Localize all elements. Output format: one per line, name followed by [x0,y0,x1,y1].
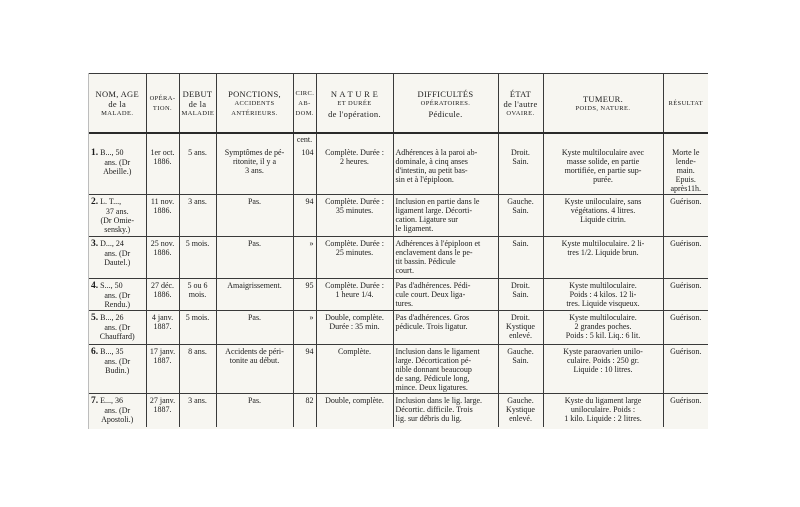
cell-etat-line: Droit. [511,313,530,322]
cell-circ-line: » [309,239,314,248]
cell-difficultes-line: lig. sur débris du lig. [395,414,462,423]
cell-tumeur [543,237,663,279]
cell-patient-line: Rendu.) [104,300,131,309]
cell-ponctions [216,146,293,195]
cell-tumeur-line: Kyste multiloculaire. [569,281,637,290]
header-ponctions: PONCTIONS, ACCIDENTS ANTÉRIEURS. [216,74,293,134]
cell-ponctions-line: ritonite, il y a [232,157,277,166]
cell-debut-line: 5 ou 6 mois. [187,281,208,299]
cell-difficultes [393,394,498,428]
patient-first-line [91,347,144,357]
cell-tumeur [543,146,663,195]
cell-debut-line: 5 ans. [188,148,207,157]
cell-difficultes [393,311,498,345]
cell-etat-line: Gauche. [507,347,534,356]
header-nature: N A T U R E ET DURÉE de l'opération. [316,74,393,134]
cell-tumeur-line: mortifiée, en partie sup- [564,166,642,175]
cell-debut-line: 3 ans. [188,396,207,405]
cell-patient-line: 37 ans. [105,207,129,216]
cell-operation-date [146,311,179,345]
cell-operation-date [146,394,179,428]
cell-difficultes-line: Inclusion dans le ligament [395,347,480,356]
cell-difficultes-line: Adhérences à l'épiploon et [395,239,481,248]
cell-tumeur [543,345,663,394]
cell-difficultes-line: ligament large. Décorti- [395,206,472,215]
cell-patient-line: (Dr Omie- [100,216,135,225]
case-number: 4. [91,281,99,291]
cell-debut [179,279,216,311]
unit-row [89,133,708,146]
cell-resultat [663,311,708,345]
cell-ponctions [216,237,293,279]
patient-name: B..., 50 [98,148,124,157]
cell-nature [316,195,393,237]
patient-name: S..., 50 [98,281,123,290]
cell-operation-date-line: 1887. [153,405,172,414]
cell-ponctions-line: tonite au début. [229,356,280,365]
cell-etat-line: enlevé. [509,414,532,423]
cell-tumeur [543,394,663,428]
cell-circ-line: » [309,313,314,322]
header-operation: OPÉRA- TION. [146,74,179,134]
cell-tumeur-line: Kyste multiloculaire. 2 li- [561,239,645,248]
cell-tumeur-line: Liquide : 10 litres. [573,365,633,374]
cell-tumeur-line: masse solide, en partie [566,157,640,166]
cell-resultat-line: Guérison. [670,239,702,248]
cell-circ [293,279,316,311]
cell-resultat-line: après11h. [670,184,702,193]
cell-difficultes-line: enclavement dans le pe- [395,248,473,257]
cell-debut [179,345,216,394]
header-resultat: RÉSULTAT [663,74,708,134]
cell-operation-date-line: 27 déc. [150,281,175,290]
cell-nature [316,146,393,195]
table-row [89,195,708,237]
cell-ponctions-line: Pas. [247,313,262,322]
cell-tumeur-line: culaire. Poids : 250 gr. [567,356,639,365]
cell-patient-line: ans. (Dr [104,291,131,300]
cell-difficultes-line: Adhérences à la paroi ab- [395,148,478,157]
cell-operation-date-line: 4 janv. [151,313,174,322]
cell-circ [293,394,316,428]
cell-circ-line: 94 [305,197,314,206]
cell-etat-line: Sain. [512,206,529,215]
cell-ponctions [216,279,293,311]
cell-difficultes [393,146,498,195]
cell-operation-date-line: 1er oct. [150,148,175,157]
cell-nature-line: Double, complète. [325,313,384,322]
cell-etat-line: Sain. [512,157,529,166]
cell-difficultes-line: mince. Deux ligatures. [395,383,468,392]
cell-difficultes-line: sin et à l'épiploon. [395,175,454,184]
header-difficultes: DIFFICULTÉS OPÉRATOIRES. Pédicule. [393,74,498,134]
cell-tumeur-line: Kyste multiloculaire avec [561,148,645,157]
cell-resultat [663,146,708,195]
cell-etat [498,311,543,345]
case-number: 5. [91,313,99,323]
cell-nature-line: 25 minutes. [335,248,374,257]
cell-nature [316,311,393,345]
cell-etat-line: Sain. [512,356,529,365]
cell-patient [89,237,146,279]
table-row [89,345,708,394]
patient-name: D..., 24 [98,239,124,248]
cell-operation-date-line: 11 nov. [150,197,175,206]
cell-difficultes [393,195,498,237]
cell-resultat-line: Guérison. [670,313,702,322]
patient-name: B..., 35 [98,347,124,356]
case-number: 3. [91,239,99,249]
cell-nature-line: Complète. Durée : [325,239,384,248]
patient-first-line [91,239,144,249]
cell-nature-line: Complète. [337,347,372,356]
cell-patient-line: Chauffard) [99,332,135,341]
cell-etat-line: Sain. [512,239,529,248]
case-number: 7. [91,396,99,406]
cell-resultat-line: Guérison. [670,347,702,356]
cell-nature-line: Durée : 35 min. [329,322,380,331]
cell-ponctions [216,345,293,394]
cell-resultat-line: Morte le [672,148,700,157]
cell-operation-date-line: 1887. [153,356,172,365]
patient-first-line [91,148,144,158]
cell-etat [498,195,543,237]
cell-difficultes-line: nible donnant beaucoup [395,365,472,374]
patient-first-line [91,197,144,207]
cell-difficultes-line: cation. Ligature sur [395,215,458,224]
cell-tumeur [543,279,663,311]
cell-tumeur-line: 1 kilo. Liquide : 2 litres. [564,414,642,423]
cell-operation-date-line: 17 janv. [149,347,176,356]
scanned-table-image [88,73,708,429]
cell-circ-line: 94 [305,347,314,356]
circ-unit-label: cent. [293,133,316,146]
patient-name: L. T..., [98,197,122,206]
patient-name: E..., 36 [98,396,124,405]
cell-tumeur-line: Kyste du ligament large [564,396,642,405]
cell-circ-line: 104 [301,148,314,157]
cell-difficultes-line: le ligament. [395,224,434,233]
cell-difficultes-line: Inclusion dans le lig. large. [395,396,482,405]
cell-tumeur [543,195,663,237]
table-row [89,237,708,279]
cell-patient-line: ans. (Dr [104,357,131,366]
cell-tumeur-line: tres. Liquide visqueux. [566,299,640,308]
cell-difficultes-line: court. [395,266,414,275]
cell-nature-line: Double, complète. [325,396,384,405]
cell-ponctions-line: Pas. [247,239,262,248]
cell-operation-date [146,195,179,237]
cell-difficultes-line: d'intestin, au petit bas- [395,166,468,175]
cell-patient-line: Apostoli.) [101,415,134,424]
cell-tumeur-line: tres 1/2. Liquide brun. [567,248,639,257]
cell-patient-line: ans. (Dr [104,323,131,332]
cell-ponctions-line: Accidents de péri- [225,347,284,356]
cell-debut [179,146,216,195]
table-row [89,146,708,195]
case-number: 6. [91,347,99,357]
header-circ: CIRC. AB- DOM. [293,74,316,134]
cell-nature [316,394,393,428]
cell-patient [89,394,146,428]
cell-operation-date-line: 1886. [153,248,172,257]
cell-circ [293,345,316,394]
cell-difficultes-line: Pas d'adhérences. Gros [395,313,470,322]
cell-debut [179,394,216,428]
cell-ponctions-line: 3 ans. [245,166,264,175]
cell-etat-line: Gauche. [507,396,534,405]
cell-debut-line: 3 ans. [188,197,207,206]
cell-circ-line: 95 [305,281,314,290]
cell-difficultes-line: tit bassin. Pédicule [395,257,456,266]
cell-resultat [663,394,708,428]
cell-etat-line: Gauche. [507,197,534,206]
cell-debut [179,195,216,237]
cell-patient [89,195,146,237]
cell-etat-line: enlevé. [509,331,532,340]
cell-etat [498,237,543,279]
header-tumeur: TUMEUR. POIDS, NATURE. [543,74,663,134]
cell-nature-line: 35 minutes. [335,206,374,215]
cell-nature [316,237,393,279]
cell-debut-line: 8 ans. [188,347,207,356]
cell-patient-line: ans. (Dr [104,249,131,258]
cell-nature-line: Complète. Durée : [325,281,384,290]
cell-nature [316,345,393,394]
cell-etat [498,146,543,195]
cell-nature [316,279,393,311]
cell-difficultes-line: de sang. Pédicule long, [395,374,470,383]
cell-tumeur-line: Liquide citrin. [580,215,626,224]
cell-difficultes-line: dominale, à cinq anses [395,157,468,166]
cell-resultat-line: Guérison. [670,197,702,206]
cell-patient-line: ans. (Dr [104,158,131,167]
cell-operation-date-line: 1887. [153,322,172,331]
cell-difficultes-line: Pas d'adhérences. Pédi- [395,281,471,290]
cell-operation-date-line: 1886. [153,157,172,166]
cell-nature-line: Complète. Durée : [325,148,384,157]
case-number: 1. [91,148,99,158]
table-row [89,279,708,311]
cell-resultat-line: main. [676,166,695,175]
cell-debut-line: 5 mois. [185,239,210,248]
cell-etat-line: Droit. [511,148,530,157]
cell-patient-line: Abeille.) [103,167,132,176]
table-row [89,311,708,345]
cell-difficultes-line: tures. [395,299,414,308]
cell-tumeur-line: 2 grandes poches. [574,322,632,331]
cell-nature-line: 1 heure 1/4. [335,290,374,299]
cell-operation-date-line: 25 nov. [150,239,175,248]
cell-patient [89,311,146,345]
cell-nature-line: 2 heures. [340,157,369,166]
cell-resultat-line: Guérison. [670,396,702,405]
header-debut: DEBUT de la MALADIE [179,74,216,134]
cell-circ [293,195,316,237]
cell-debut-line: 5 mois. [185,313,210,322]
table-row [89,394,708,428]
cell-etat [498,279,543,311]
cell-patient [89,146,146,195]
cell-etat-line: Droit. [511,281,530,290]
header-nom-age: NOM, AGE de la MALADE. [89,74,146,134]
cell-difficultes [393,279,498,311]
cell-circ [293,311,316,345]
ovariotomy-case-table [89,73,708,427]
cell-ponctions-line: Pas. [247,197,262,206]
cell-patient-line: sensky.) [104,225,131,234]
cell-tumeur-line: Kyste uniloculaire, sans [564,197,642,206]
cell-tumeur-line: Kyste multiloculaire. [569,313,637,322]
cell-debut [179,237,216,279]
cell-etat-line: Kystique [506,322,535,331]
cell-ponctions-line: Amaigrissement. [227,281,282,290]
cell-circ-line: 82 [305,396,314,405]
header-row [89,74,708,134]
cell-difficultes-line: pédicule. Trois ligatur. [395,322,468,331]
cell-difficultes [393,237,498,279]
patient-name: B..., 26 [98,313,124,322]
cell-circ [293,146,316,195]
cell-tumeur [543,311,663,345]
cell-tumeur-line: uniloculaire. Poids : [570,405,636,414]
cell-patient-line: Budin.) [105,366,130,375]
cell-resultat [663,279,708,311]
header-etat: ÉTAT de l'autre OVAIRE. [498,74,543,134]
cell-patient-line: Dautel.) [104,258,131,267]
cell-tumeur-line: Poids : 4 kilos. 12 li- [569,290,637,299]
cell-circ [293,237,316,279]
cell-resultat [663,345,708,394]
cell-tumeur-line: végétations. 4 litres. [570,206,636,215]
cell-ponctions-line: Pas. [247,396,262,405]
cell-operation-date [146,279,179,311]
patient-first-line [91,281,144,291]
cell-ponctions-line: Symptômes de pé- [224,148,285,157]
cell-difficultes-line: large. Décortication pé- [395,356,472,365]
cell-operation-date-line: 1886. [153,290,172,299]
cell-resultat-line: Guérison. [670,281,702,290]
cell-operation-date [146,146,179,195]
cell-ponctions [216,195,293,237]
cell-tumeur-line: purée. [593,175,613,184]
cell-operation-date-line: 27 janv. [149,396,176,405]
cell-debut [179,311,216,345]
cell-nature-line: Complète. Durée : [325,197,384,206]
cell-difficultes-line: cule court. Deux liga- [395,290,466,299]
patient-first-line [91,396,144,406]
cell-operation-date-line: 1886. [153,206,172,215]
cell-patient [89,345,146,394]
cell-resultat-line: Epuis. [675,175,696,184]
cell-patient-line: ans. (Dr [104,406,131,415]
cell-ponctions [216,311,293,345]
cell-difficultes [393,345,498,394]
cell-ponctions [216,394,293,428]
cell-tumeur-line: Poids : 5 kil. Liq.: 6 lit. [565,331,641,340]
cell-etat-line: Sain. [512,290,529,299]
cell-tumeur-line: Kyste paraovarien unilo- [563,347,643,356]
cell-patient [89,279,146,311]
cell-operation-date [146,345,179,394]
cell-etat [498,345,543,394]
cell-difficultes-line: Décortic. difficile. Trois [395,405,473,414]
cell-resultat-line: lende- [675,157,696,166]
cell-difficultes-line: Inclusion en partie dans le [395,197,480,206]
cell-operation-date [146,237,179,279]
cell-etat-line: Kystique [506,405,535,414]
cell-resultat [663,237,708,279]
case-number: 2. [91,197,99,207]
patient-first-line [91,313,144,323]
cell-resultat [663,195,708,237]
cell-etat [498,394,543,428]
